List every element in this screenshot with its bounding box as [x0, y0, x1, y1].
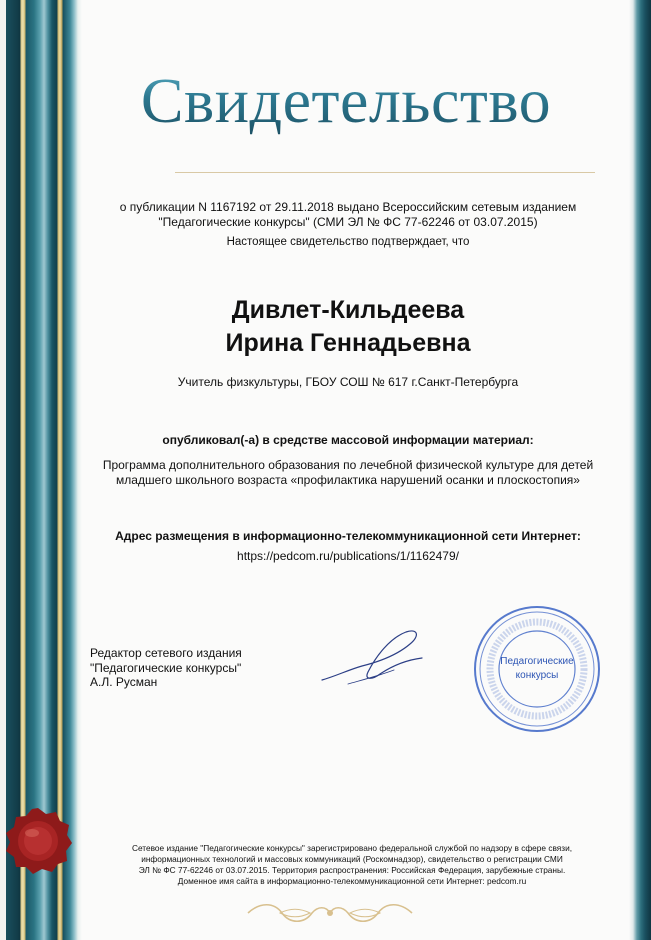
- publication-url: https://pedcom.ru/publications/1/1162479/: [237, 549, 459, 563]
- footer-line-1: Сетевое издание "Педагогические конкурсы" зарегистрировано федеральной службой по надзору в сфере связи,: [131, 843, 573, 853]
- title-divider: [175, 172, 595, 173]
- footer-line-4: Доменное имя сайта в информационно-телекоммуникационной сети Интернет: pedcom.ru: [177, 876, 527, 886]
- address-label: Адрес размещения в информационно-телекоммуникационной сети Интернет:: [115, 529, 581, 543]
- footer-line-3: ЭЛ № ФС 77-62246 от 03.07.2015. Территория распространения: Российская Федерация, зарубежные страны.: [138, 865, 566, 875]
- bottom-ornament: [240, 900, 420, 926]
- certificate-title: Свидетельство: [86, 64, 606, 138]
- material-line-2: младшего школьного возраста «профилактика нарушений осанки и плоскостопия»: [116, 473, 580, 487]
- material-line-1: Программа дополнительного образования по лечебной физической культуре для детей: [102, 458, 594, 472]
- stamp-center-line-2: конкурсы: [515, 670, 559, 681]
- publisher-stamp: [472, 604, 602, 734]
- published-label: опубликовал(-а) в средстве массовой информации материал:: [162, 433, 534, 447]
- recipient-position: Учитель физкультуры, ГБОУ СОШ № 617 г.Санкт-Петербурга: [177, 375, 519, 389]
- wax-seal: [2, 805, 74, 877]
- intro-line-2: "Педагогические конкурсы" (СМИ ЭЛ № ФС 77-62246 от 03.07.2015): [158, 215, 538, 229]
- editor-block: [90, 646, 242, 690]
- stamp-center-line-1: Педагогические: [500, 656, 574, 667]
- left-decorative-band: [0, 0, 82, 940]
- intro-line-1: о публикации N 1167192 от 29.11.2018 выдано Всероссийским сетевым изданием: [119, 200, 577, 214]
- right-decorative-band: [629, 0, 651, 940]
- editor-line-2: "Педагогические конкурсы": [90, 660, 242, 675]
- registration-footer: [92, 843, 612, 887]
- recipient-surname: Дивлет-Кильдеева: [231, 296, 465, 324]
- publication-intro: [88, 200, 608, 230]
- editor-line-1: Редактор сетевого издания: [90, 646, 242, 660]
- footer-line-2: информационных технологий и массовых коммуникаций (Роскомнадзор), свидетельство о регистрации СМИ: [141, 854, 563, 864]
- editor-name: А.Л. Русман: [90, 675, 158, 689]
- recipient-name: [88, 294, 608, 360]
- recipient-given-names: Ирина Геннадьевна: [225, 329, 471, 357]
- material-title: [88, 458, 608, 488]
- editor-signature: [318, 622, 428, 692]
- confirm-text: Настоящее свидетельство подтверждает, что: [226, 236, 470, 248]
